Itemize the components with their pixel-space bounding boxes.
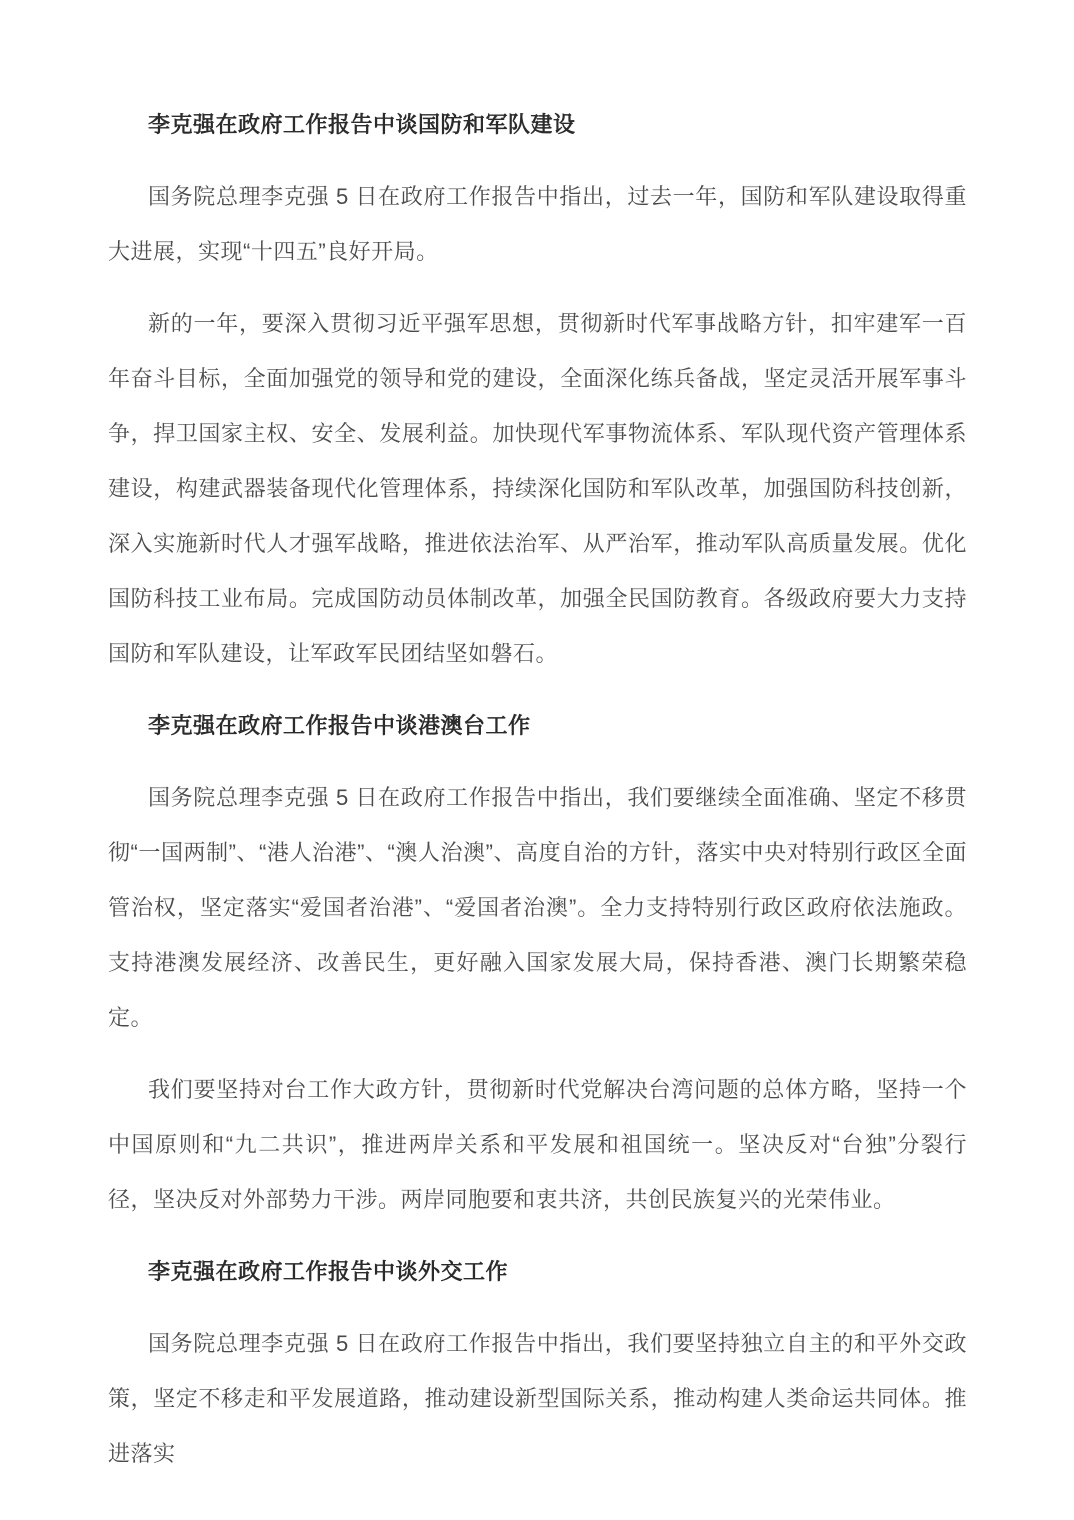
para-defense-plan: 新的一年，要深入贯彻习近平强军思想，贯彻新时代军事战略方针，扣牢建军一百年奋斗目标，全面加强党的领导和党的建设，全面深化练兵备战，坚定灵活开展军事斗争，捍卫国家主权、安全、发展利益。加快现代军事物流体系、军队现代资产管理体系建设，构建武器装备现代化管理体系，持续深化国防和军队改革，加强国防科技创新，深入实施新时代人才强军战略，推进依法治军、从严治军，推动军队高质量发展。优化国防科技工业布局。完成国防动员体制改革，加强全民国防教育。各级政府要大力支持国防和军队建设，让军政军民团结坚如磐石。 — [108, 311, 967, 666]
heading-foreign-affairs: 李克强在政府工作报告中谈外交工作 — [148, 1259, 509, 1284]
heading-defense-military: 李克强在政府工作报告中谈国防和军队建设 — [148, 112, 576, 137]
heading-hk-macao-taiwan: 李克强在政府工作报告中谈港澳台工作 — [148, 713, 531, 738]
para-defense-intro: 国务院总理李克强 5 日在政府工作报告中指出，过去一年，国防和军队建设取得重大进展，实现“十四五”良好开局。 — [108, 184, 967, 264]
para-foreign-affairs: 国务院总理李克强 5 日在政府工作报告中指出，我们要坚持独立自主的和平外交政策，坚定不移走和平发展道路，推动建设新型国际关系，推动构建人类命运共同体。推进落实 — [108, 1331, 967, 1466]
para-hk-macao: 国务院总理李克强 5 日在政府工作报告中指出，我们要继续全面准确、坚定不移贯彻“一国两制”、“港人治港”、“澳人治澳”、高度自治的方针，落实中央对特别行政区全面管治权，坚定落实“爱国者治港”、“爱国者治澳”。全力支持特别行政区政府依法施政。支持港澳发展经济、改善民生，更好融入国家发展大局，保持香港、澳门长期繁荣稳定。 — [108, 785, 967, 1030]
para-taiwan: 我们要坚持对台工作大政方针，贯彻新时代党解决台湾问题的总体方略，坚持一个中国原则和“九二共识”，推进两岸关系和平发展和祖国统一。坚决反对“台独”分裂行径，坚决反对外部势力干涉。两岸同胞要和衷共济，共创民族复兴的光荣伟业。 — [108, 1077, 967, 1212]
